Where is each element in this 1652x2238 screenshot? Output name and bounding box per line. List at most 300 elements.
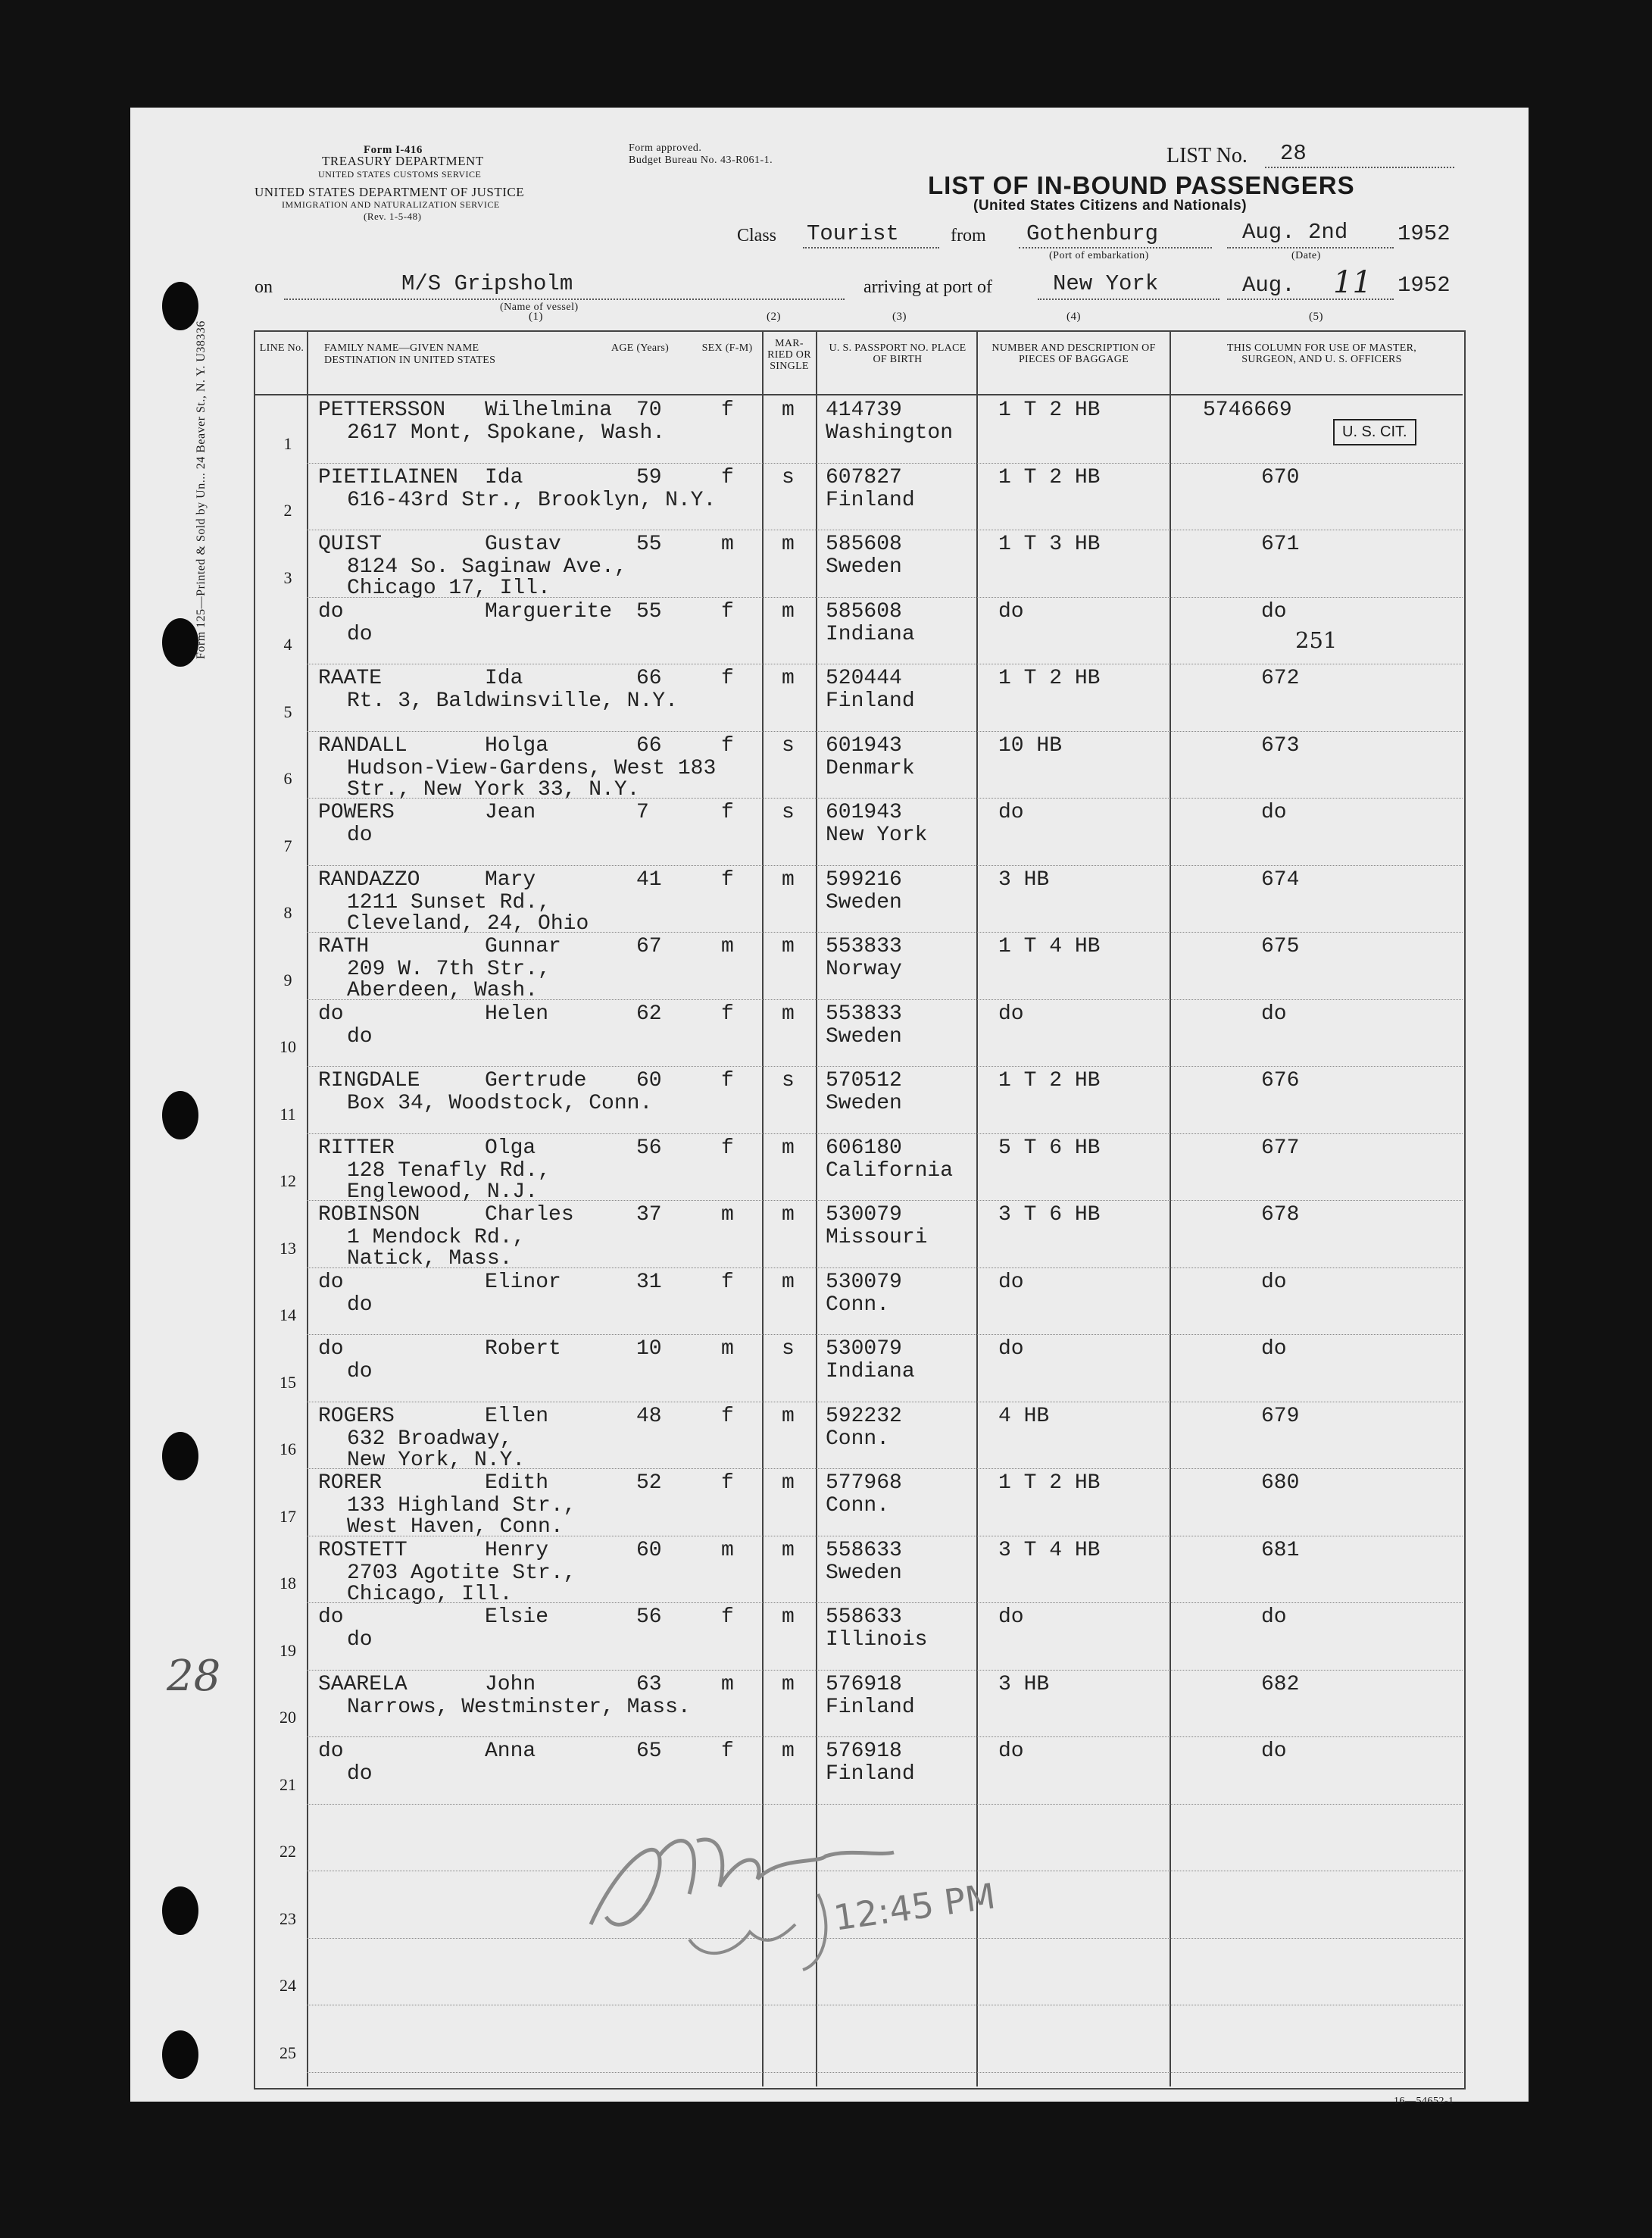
cell-ms: m: [782, 1136, 795, 1160]
cell-age: 60: [636, 1538, 662, 1562]
budget-bureau: Budget Bureau No. 43-R061-1.: [629, 155, 773, 166]
cell-office: 676: [1261, 1069, 1300, 1092]
row-separator: [307, 798, 1463, 799]
cell-addr1: Narrows, Westminster, Mass.: [347, 1695, 691, 1719]
cell-given: Gustav: [485, 533, 561, 556]
cell-baggage: 10 HB: [998, 733, 1063, 758]
cell-family: do: [318, 1270, 344, 1294]
header-married: MAR-RIED OR SINGLE: [767, 338, 811, 372]
year-embark: 1952: [1397, 221, 1451, 246]
cell-office: do: [1261, 599, 1287, 624]
cell-family: SAARELA: [318, 1672, 408, 1696]
cell-office: do: [1261, 1270, 1287, 1294]
line-number: 22: [279, 1842, 296, 1861]
row-separator: [307, 1468, 1463, 1469]
note-251: 251: [1295, 627, 1338, 653]
cell-birth: Sweden: [826, 1561, 902, 1585]
cell-sex: f: [721, 1471, 734, 1495]
cell-family: PETTERSSON: [318, 399, 446, 422]
line-number: 16: [279, 1439, 296, 1458]
cell-ms: m: [782, 1538, 795, 1562]
line-number: 10: [279, 1037, 296, 1056]
cell-baggage: do: [998, 1605, 1024, 1629]
header-passport: U. S. PASSPORT NO. PLACE OF BIRTH: [829, 342, 967, 365]
cell-given: Edith: [485, 1471, 549, 1495]
cell-sex: f: [721, 1270, 734, 1294]
cell-passport: 414739: [826, 399, 902, 422]
cell-addr1: do: [347, 1292, 373, 1317]
cell-birth: Sweden: [826, 1092, 902, 1115]
cell-addr1: do: [347, 1762, 373, 1786]
line-number: 15: [279, 1372, 296, 1392]
cell-given: Elinor: [485, 1270, 561, 1294]
cell-passport: 585608: [826, 533, 902, 556]
cell-given: Robert: [485, 1337, 561, 1361]
date-label: (Date): [1291, 250, 1321, 261]
cell-birth: Sweden: [826, 1024, 902, 1049]
cell-office: 672: [1261, 667, 1300, 690]
class-value: Tourist: [807, 221, 899, 246]
cell-age: 59: [636, 465, 662, 489]
cell-passport: 606180: [826, 1136, 902, 1160]
cell-office: 5746669: [1203, 399, 1292, 422]
cell-age: 56: [636, 1605, 662, 1629]
cell-addr1: 133 Highland Str.,: [347, 1494, 576, 1518]
cell-age: 31: [636, 1270, 662, 1294]
cell-age: 70: [636, 399, 662, 422]
cell-addr2: Natick, Mass.: [347, 1247, 513, 1271]
cell-baggage: 1 T 3 HB: [998, 533, 1101, 556]
cell-office: 670: [1261, 465, 1300, 489]
cell-passport: 520444: [826, 667, 902, 690]
col-num-4: (4): [1066, 311, 1081, 323]
cell-passport: 607827: [826, 465, 902, 489]
cell-office: 675: [1261, 935, 1300, 958]
cell-family: do: [318, 1337, 344, 1361]
ins-service: IMMIGRATION AND NATURALIZATION SERVICE: [282, 199, 500, 210]
cell-given: Olga: [485, 1136, 536, 1160]
cell-sex: f: [721, 599, 734, 624]
col-divider: [1170, 330, 1171, 2086]
cell-age: 65: [636, 1739, 662, 1763]
treasury-dept: TREASURY DEPARTMENT: [322, 154, 484, 168]
cell-addr1: 616-43rd Str., Brooklyn, N.Y.: [347, 488, 717, 512]
cell-given: Wilhelmina: [485, 399, 613, 422]
cell-addr1: 209 W. 7th Str.,: [347, 958, 551, 981]
header-sex: SEX (F-M): [701, 342, 753, 354]
cell-baggage: do: [998, 801, 1024, 824]
cell-sex: f: [721, 465, 734, 489]
cell-birth: Conn.: [826, 1494, 890, 1518]
cell-family: RINGDALE: [318, 1069, 420, 1092]
handwritten-list-number: 28: [167, 1652, 221, 1701]
cell-given: Marguerite: [485, 599, 613, 624]
cell-addr1: 1211 Sunset Rd.,: [347, 890, 551, 914]
cell-ms: m: [782, 935, 795, 958]
cell-family: RITTER: [318, 1136, 395, 1160]
line-number: 20: [279, 1708, 296, 1727]
row-separator: [307, 463, 1463, 464]
cell-given: Helen: [485, 1002, 549, 1026]
cell-baggage: 3 HB: [998, 1672, 1050, 1696]
cell-given: Elsie: [485, 1605, 549, 1629]
cell-sex: f: [721, 399, 734, 422]
cell-sex: m: [721, 533, 734, 556]
cell-addr1: do: [347, 1360, 373, 1383]
cell-birth: Sweden: [826, 555, 902, 579]
cell-age: 7: [636, 801, 649, 824]
cell-addr1: Hudson-View-Gardens, West 183: [347, 756, 717, 780]
cell-ms: m: [782, 867, 795, 892]
arrival-port: New York: [1053, 271, 1159, 296]
cell-addr1: do: [347, 1024, 373, 1049]
cell-passport: 530079: [826, 1270, 902, 1294]
cell-birth: Finland: [826, 1762, 915, 1786]
row-separator: [307, 1066, 1463, 1067]
cell-addr1: do: [347, 824, 373, 847]
cell-age: 62: [636, 1002, 662, 1026]
cell-sex: m: [721, 1672, 734, 1696]
cell-given: Mary: [485, 867, 536, 892]
cell-ms: m: [782, 1471, 795, 1495]
line-number: 7: [283, 836, 292, 855]
header-baggage: NUMBER AND DESCRIPTION OF PIECES OF BAGGAGE: [992, 342, 1156, 365]
cell-baggage: 1 T 2 HB: [998, 399, 1101, 422]
cell-birth: New York: [826, 824, 928, 847]
cell-age: 63: [636, 1672, 662, 1696]
cell-ms: m: [782, 1739, 795, 1763]
arriving-label: arriving at port of: [863, 277, 992, 297]
cell-office: 673: [1261, 733, 1300, 758]
punch-hole: [162, 1091, 198, 1139]
header-family-name: FAMILY NAME—GIVEN NAME: [324, 342, 479, 354]
signature-time: 12:45 PM: [831, 1875, 998, 1939]
row-separator: [307, 999, 1463, 1000]
row-separator: [307, 1670, 1463, 1671]
col-num-1: (1): [529, 311, 543, 323]
col-num-2: (2): [767, 311, 781, 323]
form-number: Form I-416: [364, 144, 423, 156]
line-number: 18: [279, 1574, 296, 1593]
cell-baggage: 3 HB: [998, 867, 1050, 892]
cell-passport: 570512: [826, 1069, 902, 1092]
cell-passport: 558633: [826, 1605, 902, 1629]
cell-ms: m: [782, 599, 795, 624]
cell-baggage: 1 T 2 HB: [998, 667, 1101, 690]
cell-baggage: 3 T 4 HB: [998, 1538, 1101, 1562]
list-dots: [1265, 167, 1454, 168]
line-number: 23: [279, 1908, 296, 1928]
cell-addr1: 2617 Mont, Spokane, Wash.: [347, 421, 666, 445]
line-number: 2: [283, 501, 292, 520]
cell-birth: Denmark: [826, 756, 915, 780]
list-number: 28: [1280, 141, 1307, 166]
cell-ms: s: [782, 801, 795, 824]
embark-port: Gothenburg: [1026, 221, 1159, 246]
cell-sex: f: [721, 1404, 734, 1428]
cell-family: RORER: [318, 1471, 383, 1495]
cell-office: 677: [1261, 1136, 1300, 1160]
punch-hole: [162, 2030, 198, 2079]
cell-passport: 530079: [826, 1337, 902, 1361]
cell-sex: m: [721, 1337, 734, 1361]
cell-given: Charles: [485, 1203, 574, 1227]
cell-addr2: Englewood, N.J.: [347, 1180, 539, 1204]
cell-family: do: [318, 1739, 344, 1763]
cell-addr1: Box 34, Woodstock, Conn.: [347, 1092, 653, 1115]
cell-passport: 599216: [826, 867, 902, 892]
punch-hole: [162, 1432, 198, 1480]
cell-ms: m: [782, 1270, 795, 1294]
date-dots: [1227, 247, 1394, 248]
cell-ms: s: [782, 733, 795, 758]
cell-office: 682: [1261, 1672, 1300, 1696]
line-number: 24: [279, 1976, 296, 1995]
row-separator: [307, 1200, 1463, 1201]
cell-birth: Missouri: [826, 1226, 928, 1249]
cell-age: 66: [636, 667, 662, 690]
row-separator: [307, 1804, 1463, 1805]
cell-given: Ida: [485, 667, 523, 690]
from-label: from: [951, 226, 986, 245]
vessel-dots: [284, 299, 845, 300]
line-number: 25: [279, 2043, 296, 2062]
cell-family: POWERS: [318, 801, 395, 824]
row-separator: [307, 2072, 1463, 2073]
cell-addr2: Str., New York 33, N.Y.: [347, 777, 640, 802]
cell-sex: m: [721, 935, 734, 958]
cell-sex: f: [721, 1002, 734, 1026]
cell-office: 678: [1261, 1203, 1300, 1227]
cell-sex: f: [721, 867, 734, 892]
cell-given: Henry: [485, 1538, 549, 1562]
cell-baggage: do: [998, 599, 1024, 624]
header-line-no: LINE No.: [259, 342, 304, 354]
row-separator: [307, 932, 1463, 933]
port-embark-label: (Port of embarkation): [1049, 250, 1149, 261]
cell-addr1: do: [347, 622, 373, 646]
row-separator: [307, 865, 1463, 866]
cell-sex: f: [721, 1136, 734, 1160]
row-separator: [307, 731, 1463, 732]
cell-birth: Finland: [826, 1695, 915, 1719]
row-separator: [307, 1602, 1463, 1603]
row-separator: [307, 1736, 1463, 1737]
arrival-day: 11: [1333, 265, 1372, 300]
cell-baggage: 1 T 2 HB: [998, 1069, 1101, 1092]
row-separator: [307, 1334, 1463, 1335]
cell-office: 679: [1261, 1404, 1300, 1428]
cell-age: 52: [636, 1471, 662, 1495]
cell-family: ROBINSON: [318, 1203, 420, 1227]
cell-office: do: [1261, 801, 1287, 824]
cell-baggage: 1 T 4 HB: [998, 935, 1101, 958]
cell-sex: f: [721, 1739, 734, 1763]
cell-given: Jean: [485, 801, 536, 824]
cell-office: do: [1261, 1739, 1287, 1763]
cell-ms: m: [782, 1002, 795, 1026]
cell-passport: 553833: [826, 1002, 902, 1026]
cell-family: RATH: [318, 935, 370, 958]
cell-office: 671: [1261, 533, 1300, 556]
punch-hole: [162, 618, 198, 667]
line-number: 9: [283, 970, 292, 989]
cell-ms: m: [782, 667, 795, 690]
us-citizen-stamp: U. S. CIT.: [1333, 419, 1416, 445]
cell-office: 674: [1261, 867, 1300, 892]
line-number: 3: [283, 567, 292, 587]
cell-age: 56: [636, 1136, 662, 1160]
cell-sex: f: [721, 1605, 734, 1629]
cell-baggage: 3 T 6 HB: [998, 1203, 1101, 1227]
cell-baggage: do: [998, 1270, 1024, 1294]
document-subtitle: (United States Citizens and Nationals): [973, 198, 1248, 214]
cell-passport: 601943: [826, 801, 902, 824]
line-number: 13: [279, 1238, 296, 1258]
header-rule: [254, 394, 1463, 395]
row-separator: [307, 1133, 1463, 1134]
cell-passport: 553833: [826, 935, 902, 958]
cell-given: Ellen: [485, 1404, 549, 1428]
justice-dept: UNITED STATES DEPARTMENT OF JUSTICE: [255, 185, 525, 199]
cell-birth: Conn.: [826, 1292, 890, 1317]
cell-given: Ida: [485, 465, 523, 489]
cell-given: Anna: [485, 1739, 536, 1763]
cell-addr1: do: [347, 1628, 373, 1652]
line-number: 14: [279, 1305, 296, 1324]
cell-birth: Indiana: [826, 622, 915, 646]
cell-family: do: [318, 1605, 344, 1629]
cell-ms: m: [782, 533, 795, 556]
cell-passport: 576918: [826, 1672, 902, 1696]
row-separator: [307, 1267, 1463, 1268]
class-dots: [803, 247, 939, 248]
class-label: Class: [737, 226, 777, 245]
cell-addr2: West Haven, Conn.: [347, 1515, 564, 1539]
cell-sex: m: [721, 1203, 734, 1227]
cell-age: 66: [636, 733, 662, 758]
cell-ms: s: [782, 1337, 795, 1361]
cell-ms: s: [782, 1069, 795, 1092]
list-label: LIST No.: [1166, 144, 1248, 167]
cell-birth: Indiana: [826, 1360, 915, 1383]
cell-age: 67: [636, 935, 662, 958]
cell-given: Gertrude: [485, 1069, 587, 1092]
cell-family: do: [318, 599, 344, 624]
punch-hole: [162, 1886, 198, 1935]
cell-family: QUIST: [318, 533, 383, 556]
arrival-month: Aug.: [1242, 273, 1295, 298]
cell-office: do: [1261, 1002, 1287, 1026]
cell-addr1: 2703 Agotite Str.,: [347, 1561, 576, 1585]
cell-sex: f: [721, 733, 734, 758]
cell-ms: m: [782, 1605, 795, 1629]
cell-addr1: Rt. 3, Baldwinsville, N.Y.: [347, 689, 678, 713]
cell-addr2: New York, N.Y.: [347, 1448, 526, 1472]
cell-passport: 601943: [826, 733, 902, 758]
date-embark: Aug. 2nd: [1242, 220, 1348, 245]
cell-birth: Finland: [826, 689, 915, 713]
cell-family: RANDAZZO: [318, 867, 420, 892]
cell-age: 60: [636, 1069, 662, 1092]
line-number: 19: [279, 1640, 296, 1660]
form-approved: Form approved.: [629, 142, 702, 154]
cell-given: Gunnar: [485, 935, 561, 958]
line-number: 8: [283, 903, 292, 922]
header-officers: THIS COLUMN FOR USE OF MASTER, SURGEON, AND U. S. OFFICERS: [1226, 342, 1417, 365]
cell-baggage: 1 T 2 HB: [998, 465, 1101, 489]
document-title: LIST OF IN-BOUND PASSENGERS: [928, 171, 1355, 199]
revision: (Rev. 1-5-48): [364, 211, 422, 222]
cell-passport: 577968: [826, 1471, 902, 1495]
cell-office: 680: [1261, 1471, 1300, 1495]
line-number: 12: [279, 1171, 296, 1190]
cell-birth: Illinois: [826, 1628, 928, 1652]
row-separator: [307, 597, 1463, 598]
cell-addr2: Chicago 17, Ill.: [347, 577, 551, 600]
cell-given: Holga: [485, 733, 549, 758]
cell-family: ROSTETT: [318, 1538, 408, 1562]
cell-age: 55: [636, 599, 662, 624]
cell-age: 37: [636, 1203, 662, 1227]
header-destination: DESTINATION IN UNITED STATES: [324, 355, 496, 366]
cell-addr1: 1 Mendock Rd.,: [347, 1226, 526, 1249]
cell-addr2: Cleveland, 24, Ohio: [347, 911, 589, 936]
line-number: 1: [283, 433, 292, 453]
cell-ms: m: [782, 1672, 795, 1696]
cell-sex: m: [721, 1538, 734, 1562]
cell-birth: Sweden: [826, 890, 902, 914]
line-number: 17: [279, 1506, 296, 1526]
cell-baggage: do: [998, 1337, 1024, 1361]
line-number: 4: [283, 635, 292, 654]
cell-family: ROGERS: [318, 1404, 395, 1428]
cell-baggage: 5 T 6 HB: [998, 1136, 1101, 1160]
cell-baggage: 1 T 2 HB: [998, 1471, 1101, 1495]
cell-passport: 530079: [826, 1203, 902, 1227]
from-dots: [1019, 247, 1212, 248]
cell-birth: Washington: [826, 421, 954, 445]
cell-office: do: [1261, 1337, 1287, 1361]
form-code: 16—54652-1: [1394, 2096, 1454, 2107]
cell-age: 10: [636, 1337, 662, 1361]
vessel-name: M/S Gripsholm: [401, 271, 573, 296]
customs-service: UNITED STATES CUSTOMS SERVICE: [318, 169, 482, 180]
side-print-text: Form 125—Printed & Sold by Un... 24 Beaver St., N. Y. U38336: [195, 320, 208, 659]
punch-hole: [162, 282, 198, 330]
cell-passport: 558633: [826, 1538, 902, 1562]
cell-office: 681: [1261, 1538, 1300, 1562]
cell-birth: California: [826, 1158, 954, 1183]
cell-office: do: [1261, 1605, 1287, 1629]
cell-birth: Finland: [826, 488, 915, 512]
line-number: 11: [279, 1104, 296, 1124]
cell-addr1: 128 Tenafly Rd.,: [347, 1158, 551, 1183]
line-number: 5: [283, 702, 292, 721]
cell-addr2: Aberdeen, Wash.: [347, 979, 539, 1002]
on-label: on: [255, 277, 273, 297]
col-num-3: (3): [892, 311, 907, 323]
cell-sex: f: [721, 801, 734, 824]
cell-passport: 585608: [826, 599, 902, 624]
header-age: AGE (Years): [611, 342, 670, 354]
cell-birth: Norway: [826, 958, 902, 981]
col-num-5: (5): [1309, 311, 1323, 323]
arrival-dots: [1038, 299, 1219, 300]
cell-family: PIETILAINEN: [318, 465, 458, 489]
cell-baggage: 4 HB: [998, 1404, 1050, 1428]
line-number: 6: [283, 769, 292, 788]
